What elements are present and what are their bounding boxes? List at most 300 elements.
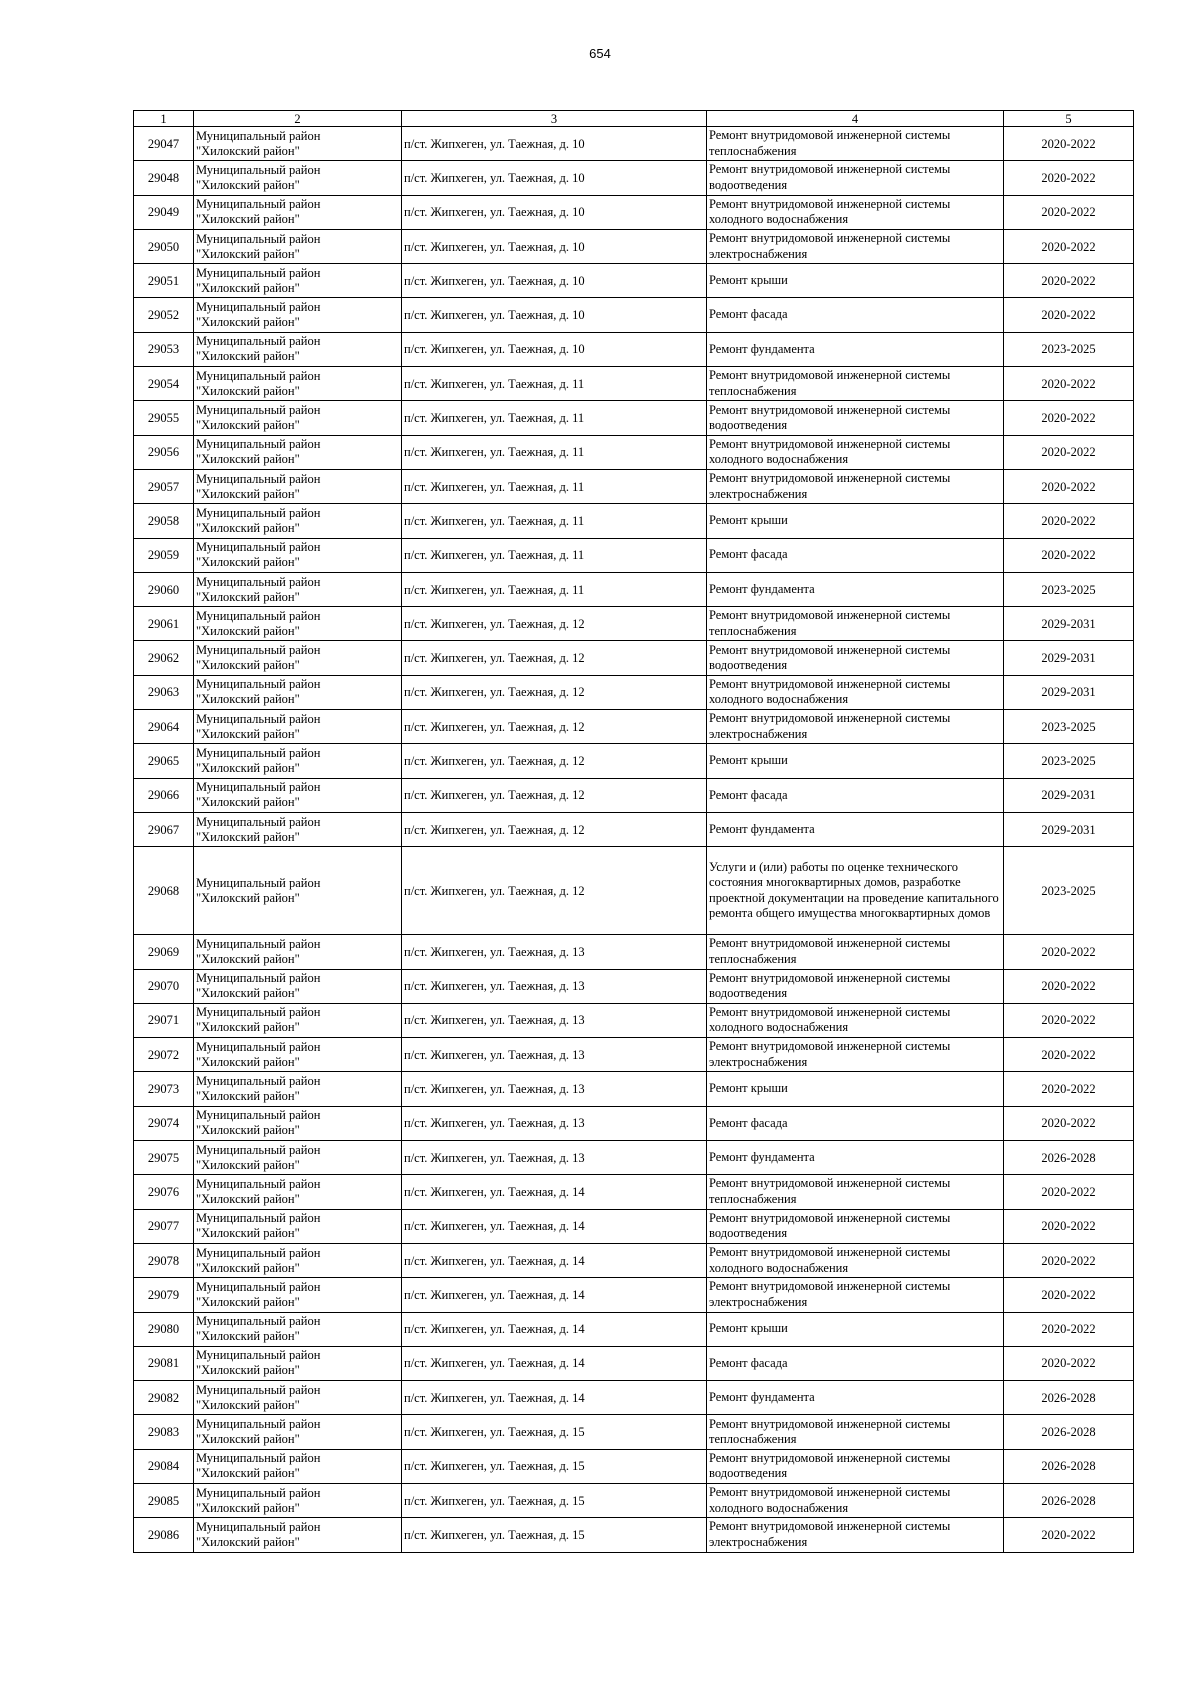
- district-line-1: Муниципальный район: [196, 300, 321, 315]
- district-cell: [194, 1483, 402, 1517]
- work-type-cell: Ремонт внутридомовой инженерной системы теплоснабжения: [707, 367, 1004, 401]
- district-cell: [194, 367, 402, 401]
- district-line-1: Муниципальный район: [196, 1417, 321, 1432]
- district-line-1: Муниципальный район: [196, 1382, 321, 1397]
- period-cell: 2023-2025: [1004, 572, 1134, 606]
- table-row: [134, 1483, 1134, 1517]
- row-number: 29083: [134, 1415, 194, 1449]
- work-type-cell: Ремонт внутридомовой инженерной системы электроснабжения: [707, 1518, 1004, 1552]
- work-type-cell: Ремонт крыши: [707, 264, 1004, 298]
- row-number: 29074: [134, 1106, 194, 1140]
- district-line-1: Муниципальный район: [196, 971, 321, 986]
- district-line-2: "Хилокский район": [196, 1432, 300, 1447]
- work-type-cell: Ремонт внутридомовой инженерной системы холодного водоснабжения: [707, 1003, 1004, 1037]
- table-row: [134, 264, 1134, 298]
- address-cell: п/ст. Жипхеген, ул. Таежная, д. 14: [402, 1278, 707, 1312]
- district-line-1: Муниципальный район: [196, 1451, 321, 1466]
- district-line-1: Муниципальный район: [196, 1485, 321, 1500]
- address-cell: п/ст. Жипхеген, ул. Таежная, д. 14: [402, 1346, 707, 1380]
- address-cell: п/ст. Жипхеген, ул. Таежная, д. 11: [402, 572, 707, 606]
- address-cell: п/ст. Жипхеген, ул. Таежная, д. 10: [402, 161, 707, 195]
- work-type-cell: Ремонт внутридомовой инженерной системы электроснабжения: [707, 710, 1004, 744]
- district-cell: [194, 332, 402, 366]
- district-line-2: "Хилокский район": [196, 1363, 300, 1378]
- address-cell: п/ст. Жипхеген, ул. Таежная, д. 12: [402, 607, 707, 641]
- table-row: [134, 1381, 1134, 1415]
- work-type-cell: Ремонт крыши: [707, 504, 1004, 538]
- district-line-1: Муниципальный район: [196, 1039, 321, 1054]
- work-type-cell: Ремонт внутридомовой инженерной системы водоотведения: [707, 401, 1004, 435]
- table-row: [134, 847, 1134, 935]
- period-cell: 2020-2022: [1004, 161, 1134, 195]
- district-cell: [194, 710, 402, 744]
- period-cell: 2020-2022: [1004, 195, 1134, 229]
- address-cell: п/ст. Жипхеген, ул. Таежная, д. 14: [402, 1209, 707, 1243]
- district-line-1: Муниципальный район: [196, 1108, 321, 1123]
- row-number: 29049: [134, 195, 194, 229]
- work-type-cell: Ремонт фундамента: [707, 1381, 1004, 1415]
- row-number: 29062: [134, 641, 194, 675]
- district-cell: [194, 1346, 402, 1380]
- table-row: [134, 812, 1134, 846]
- work-type-cell: Ремонт фундамента: [707, 1141, 1004, 1175]
- column-number-row: [134, 111, 1134, 127]
- row-number: 29053: [134, 332, 194, 366]
- district-line-1: Муниципальный район: [196, 1279, 321, 1294]
- table-row: [134, 1415, 1134, 1449]
- district-line-2: "Хилокский район": [196, 760, 300, 775]
- column-header-2: 2: [194, 111, 402, 127]
- work-type-cell: Услуги и (или) работы по оценке технического состояния многоквартирных домов, разработке проектной документации на проведение капитального ремонта общего имущества многоквартирных домов: [707, 847, 1004, 935]
- district-cell: [194, 1072, 402, 1106]
- address-cell: п/ст. Жипхеген, ул. Таежная, д. 15: [402, 1415, 707, 1449]
- district-line-2: "Хилокский район": [196, 212, 300, 227]
- address-cell: п/ст. Жипхеген, ул. Таежная, д. 12: [402, 778, 707, 812]
- address-cell: п/ст. Жипхеген, ул. Таежная, д. 12: [402, 812, 707, 846]
- work-type-cell: Ремонт внутридомовой инженерной системы холодного водоснабжения: [707, 435, 1004, 469]
- district-line-1: Муниципальный район: [196, 1005, 321, 1020]
- work-type-cell: Ремонт крыши: [707, 1312, 1004, 1346]
- period-cell: 2026-2028: [1004, 1141, 1134, 1175]
- district-cell: [194, 161, 402, 195]
- district-line-1: Муниципальный район: [196, 128, 321, 143]
- district-line-2: "Хилокский район": [196, 692, 300, 707]
- district-cell: [194, 1415, 402, 1449]
- table-row: [134, 607, 1134, 641]
- period-cell: 2020-2022: [1004, 264, 1134, 298]
- table-row: [134, 1312, 1134, 1346]
- period-cell: 2020-2022: [1004, 1175, 1134, 1209]
- row-number: 29067: [134, 812, 194, 846]
- row-number: 29065: [134, 744, 194, 778]
- work-type-cell: Ремонт внутридомовой инженерной системы холодного водоснабжения: [707, 1243, 1004, 1277]
- address-cell: п/ст. Жипхеген, ул. Таежная, д. 12: [402, 847, 707, 935]
- table-row: [134, 1141, 1134, 1175]
- table-row: [134, 744, 1134, 778]
- district-line-1: Муниципальный район: [196, 505, 321, 520]
- work-type-cell: Ремонт внутридомовой инженерной системы водоотведения: [707, 161, 1004, 195]
- period-cell: 2020-2022: [1004, 1072, 1134, 1106]
- district-line-1: Муниципальный район: [196, 936, 321, 951]
- district-cell: [194, 1312, 402, 1346]
- capital-repair-table: [133, 110, 1134, 1553]
- district-line-2: "Хилокский район": [196, 1397, 300, 1412]
- district-line-1: Муниципальный район: [196, 608, 321, 623]
- period-cell: 2029-2031: [1004, 812, 1134, 846]
- address-cell: п/ст. Жипхеген, ул. Таежная, д. 10: [402, 195, 707, 229]
- row-number: 29061: [134, 607, 194, 641]
- address-cell: п/ст. Жипхеген, ул. Таежная, д. 12: [402, 675, 707, 709]
- district-cell: [194, 1381, 402, 1415]
- address-cell: п/ст. Жипхеген, ул. Таежная, д. 15: [402, 1449, 707, 1483]
- row-number: 29069: [134, 935, 194, 969]
- address-cell: п/ст. Жипхеген, ул. Таежная, д. 11: [402, 504, 707, 538]
- table-row: [134, 195, 1134, 229]
- table-row: [134, 969, 1134, 1003]
- district-cell: [194, 1243, 402, 1277]
- period-cell: 2029-2031: [1004, 778, 1134, 812]
- district-cell: [194, 504, 402, 538]
- row-number: 29070: [134, 969, 194, 1003]
- work-type-cell: Ремонт фасада: [707, 298, 1004, 332]
- period-cell: 2023-2025: [1004, 332, 1134, 366]
- row-number: 29079: [134, 1278, 194, 1312]
- table-row: [134, 229, 1134, 263]
- table-row: [134, 1072, 1134, 1106]
- table-row: [134, 1278, 1134, 1312]
- row-number: 29060: [134, 572, 194, 606]
- period-cell: 2020-2022: [1004, 1346, 1134, 1380]
- work-type-cell: Ремонт внутридомовой инженерной системы водоотведения: [707, 1209, 1004, 1243]
- district-cell: [194, 1449, 402, 1483]
- work-type-cell: Ремонт внутридомовой инженерной системы электроснабжения: [707, 1278, 1004, 1312]
- table-row: [134, 469, 1134, 503]
- district-cell: [194, 538, 402, 572]
- period-cell: 2020-2022: [1004, 538, 1134, 572]
- period-cell: 2020-2022: [1004, 1312, 1134, 1346]
- district-line-1: Муниципальный район: [196, 745, 321, 760]
- district-line-2: "Хилокский район": [196, 280, 300, 295]
- column-header-5: 5: [1004, 111, 1134, 127]
- district-line-2: "Хилокский район": [196, 383, 300, 398]
- row-number: 29085: [134, 1483, 194, 1517]
- table-row: [134, 1518, 1134, 1552]
- address-cell: п/ст. Жипхеген, ул. Таежная, д. 11: [402, 401, 707, 435]
- table-row: [134, 1209, 1134, 1243]
- address-cell: п/ст. Жипхеген, ул. Таежная, д. 10: [402, 298, 707, 332]
- district-line-1: Муниципальный район: [196, 1074, 321, 1089]
- row-number: 29081: [134, 1346, 194, 1380]
- address-cell: п/ст. Жипхеген, ул. Таежная, д. 14: [402, 1312, 707, 1346]
- district-line-2: "Хилокский район": [196, 726, 300, 741]
- table-body: [134, 111, 1134, 1553]
- period-cell: 2026-2028: [1004, 1483, 1134, 1517]
- row-number: 29084: [134, 1449, 194, 1483]
- work-type-cell: Ремонт фасада: [707, 538, 1004, 572]
- work-type-cell: Ремонт крыши: [707, 744, 1004, 778]
- row-number: 29063: [134, 675, 194, 709]
- address-cell: п/ст. Жипхеген, ул. Таежная, д. 11: [402, 435, 707, 469]
- district-cell: [194, 1141, 402, 1175]
- district-cell: [194, 1518, 402, 1552]
- district-line-1: Муниципальный район: [196, 334, 321, 349]
- address-cell: п/ст. Жипхеген, ул. Таежная, д. 12: [402, 710, 707, 744]
- address-cell: п/ст. Жипхеген, ул. Таежная, д. 13: [402, 935, 707, 969]
- row-number: 29080: [134, 1312, 194, 1346]
- period-cell: 2029-2031: [1004, 675, 1134, 709]
- district-line-1: Муниципальный район: [196, 574, 321, 589]
- row-number: 29075: [134, 1141, 194, 1175]
- period-cell: 2020-2022: [1004, 1003, 1134, 1037]
- district-line-1: Муниципальный район: [196, 1211, 321, 1226]
- address-cell: п/ст. Жипхеген, ул. Таежная, д. 15: [402, 1518, 707, 1552]
- district-line-2: "Хилокский район": [196, 1329, 300, 1344]
- work-type-cell: Ремонт фундамента: [707, 332, 1004, 366]
- district-line-2: "Хилокский район": [196, 1157, 300, 1172]
- work-type-cell: Ремонт внутридомовой инженерной системы холодного водоснабжения: [707, 195, 1004, 229]
- district-cell: [194, 778, 402, 812]
- district-cell: [194, 401, 402, 435]
- district-cell: [194, 435, 402, 469]
- row-number: 29076: [134, 1175, 194, 1209]
- address-cell: п/ст. Жипхеген, ул. Таежная, д. 10: [402, 127, 707, 161]
- district-line-1: Муниципальный район: [196, 1176, 321, 1191]
- table-row: [134, 161, 1134, 195]
- district-line-2: "Хилокский район": [196, 658, 300, 673]
- district-line-1: Муниципальный район: [196, 1348, 321, 1363]
- district-line-1: Муниципальный район: [196, 368, 321, 383]
- district-line-2: "Хилокский район": [196, 589, 300, 604]
- district-line-2: "Хилокский район": [196, 1260, 300, 1275]
- period-cell: 2020-2022: [1004, 969, 1134, 1003]
- period-cell: 2020-2022: [1004, 435, 1134, 469]
- district-line-1: Муниципальный район: [196, 814, 321, 829]
- district-cell: [194, 607, 402, 641]
- table-row: [134, 1175, 1134, 1209]
- district-cell: [194, 1175, 402, 1209]
- district-cell: [194, 1038, 402, 1072]
- address-cell: п/ст. Жипхеген, ул. Таежная, д. 10: [402, 229, 707, 263]
- period-cell: 2026-2028: [1004, 1415, 1134, 1449]
- work-type-cell: Ремонт внутридомовой инженерной системы водоотведения: [707, 969, 1004, 1003]
- district-line-2: "Хилокский район": [196, 1191, 300, 1206]
- district-cell: [194, 744, 402, 778]
- address-cell: п/ст. Жипхеген, ул. Таежная, д. 10: [402, 264, 707, 298]
- work-type-cell: Ремонт крыши: [707, 1072, 1004, 1106]
- column-header-4: 4: [707, 111, 1004, 127]
- address-cell: п/ст. Жипхеген, ул. Таежная, д. 13: [402, 1106, 707, 1140]
- table-row: [134, 401, 1134, 435]
- table-row: [134, 1003, 1134, 1037]
- table-row: [134, 435, 1134, 469]
- address-cell: п/ст. Жипхеген, ул. Таежная, д. 13: [402, 1141, 707, 1175]
- district-line-2: "Хилокский район": [196, 1500, 300, 1515]
- district-line-2: "Хилокский район": [196, 143, 300, 158]
- table-row: [134, 1449, 1134, 1483]
- table-row: [134, 1346, 1134, 1380]
- district-cell: [194, 812, 402, 846]
- district-line-2: "Хилокский район": [196, 177, 300, 192]
- row-number: 29086: [134, 1518, 194, 1552]
- work-type-cell: Ремонт внутридомовой инженерной системы водоотведения: [707, 1449, 1004, 1483]
- district-line-2: "Хилокский район": [196, 452, 300, 467]
- district-line-1: Муниципальный район: [196, 231, 321, 246]
- row-number: 29055: [134, 401, 194, 435]
- district-line-1: Муниципальный район: [196, 162, 321, 177]
- table-row: [134, 1106, 1134, 1140]
- period-cell: 2020-2022: [1004, 1106, 1134, 1140]
- district-line-1: Муниципальный район: [196, 1314, 321, 1329]
- row-number: 29051: [134, 264, 194, 298]
- district-cell: [194, 935, 402, 969]
- table-row: [134, 298, 1134, 332]
- row-number: 29077: [134, 1209, 194, 1243]
- work-type-cell: Ремонт внутридомовой инженерной системы электроснабжения: [707, 229, 1004, 263]
- address-cell: п/ст. Жипхеген, ул. Таежная, д. 13: [402, 1003, 707, 1037]
- district-line-2: "Хилокский район": [196, 890, 300, 905]
- district-line-1: Муниципальный район: [196, 677, 321, 692]
- period-cell: 2026-2028: [1004, 1381, 1134, 1415]
- district-cell: [194, 195, 402, 229]
- district-cell: [194, 572, 402, 606]
- district-cell: [194, 298, 402, 332]
- table-row: [134, 1038, 1134, 1072]
- work-type-cell: Ремонт внутридомовой инженерной системы теплоснабжения: [707, 935, 1004, 969]
- period-cell: 2020-2022: [1004, 127, 1134, 161]
- row-number: 29068: [134, 847, 194, 935]
- district-line-1: Муниципальный район: [196, 197, 321, 212]
- district-line-2: "Хилокский район": [196, 986, 300, 1001]
- table-row: [134, 778, 1134, 812]
- district-cell: [194, 1003, 402, 1037]
- row-number: 29082: [134, 1381, 194, 1415]
- work-type-cell: Ремонт внутридомовой инженерной системы холодного водоснабжения: [707, 1483, 1004, 1517]
- district-line-2: "Хилокский район": [196, 1020, 300, 1035]
- work-type-cell: Ремонт внутридомовой инженерной системы электроснабжения: [707, 469, 1004, 503]
- district-line-2: "Хилокский район": [196, 1226, 300, 1241]
- row-number: 29047: [134, 127, 194, 161]
- row-number: 29071: [134, 1003, 194, 1037]
- work-type-cell: Ремонт внутридомовой инженерной системы теплоснабжения: [707, 127, 1004, 161]
- column-header-1: 1: [134, 111, 194, 127]
- work-type-cell: Ремонт внутридомовой инженерной системы электроснабжения: [707, 1038, 1004, 1072]
- district-line-2: "Хилокский район": [196, 520, 300, 535]
- work-type-cell: Ремонт внутридомовой инженерной системы теплоснабжения: [707, 607, 1004, 641]
- period-cell: 2020-2022: [1004, 1038, 1134, 1072]
- district-line-2: "Хилокский район": [196, 1123, 300, 1138]
- row-number: 29059: [134, 538, 194, 572]
- work-type-cell: Ремонт внутридомовой инженерной системы водоотведения: [707, 641, 1004, 675]
- table-row: [134, 935, 1134, 969]
- row-number: 29057: [134, 469, 194, 503]
- district-line-2: "Хилокский район": [196, 1466, 300, 1481]
- district-line-1: Муниципальный район: [196, 437, 321, 452]
- row-number: 29073: [134, 1072, 194, 1106]
- district-cell: [194, 969, 402, 1003]
- district-cell: [194, 469, 402, 503]
- district-cell: [194, 127, 402, 161]
- work-type-cell: Ремонт фундамента: [707, 812, 1004, 846]
- address-cell: п/ст. Жипхеген, ул. Таежная, д. 14: [402, 1243, 707, 1277]
- table-row: [134, 127, 1134, 161]
- period-cell: 2020-2022: [1004, 469, 1134, 503]
- district-cell: [194, 264, 402, 298]
- district-cell: [194, 1278, 402, 1312]
- period-cell: 2026-2028: [1004, 1449, 1134, 1483]
- table-row: [134, 504, 1134, 538]
- address-cell: п/ст. Жипхеген, ул. Таежная, д. 15: [402, 1483, 707, 1517]
- district-line-1: Муниципальный район: [196, 540, 321, 555]
- district-line-1: Муниципальный район: [196, 711, 321, 726]
- row-number: 29052: [134, 298, 194, 332]
- district-cell: [194, 847, 402, 935]
- table-row: [134, 572, 1134, 606]
- district-line-2: "Хилокский район": [196, 623, 300, 638]
- row-number: 29050: [134, 229, 194, 263]
- district-cell: [194, 675, 402, 709]
- address-cell: п/ст. Жипхеген, ул. Таежная, д. 13: [402, 1038, 707, 1072]
- work-type-cell: Ремонт фундамента: [707, 572, 1004, 606]
- district-line-2: "Хилокский район": [196, 951, 300, 966]
- period-cell: 2020-2022: [1004, 298, 1134, 332]
- work-type-cell: Ремонт фасада: [707, 778, 1004, 812]
- period-cell: 2029-2031: [1004, 607, 1134, 641]
- address-cell: п/ст. Жипхеген, ул. Таежная, д. 12: [402, 744, 707, 778]
- district-line-2: "Хилокский район": [196, 246, 300, 261]
- address-cell: п/ст. Жипхеген, ул. Таежная, д. 13: [402, 1072, 707, 1106]
- district-line-2: "Хилокский район": [196, 829, 300, 844]
- row-number: 29078: [134, 1243, 194, 1277]
- district-cell: [194, 1106, 402, 1140]
- period-cell: 2020-2022: [1004, 1278, 1134, 1312]
- work-type-cell: Ремонт внутридомовой инженерной системы теплоснабжения: [707, 1415, 1004, 1449]
- work-type-cell: Ремонт внутридомовой инженерной системы холодного водоснабжения: [707, 675, 1004, 709]
- address-cell: п/ст. Жипхеген, ул. Таежная, д. 10: [402, 332, 707, 366]
- district-line-1: Муниципальный район: [196, 643, 321, 658]
- district-line-2: "Хилокский район": [196, 1054, 300, 1069]
- address-cell: п/ст. Жипхеген, ул. Таежная, д. 12: [402, 641, 707, 675]
- district-line-2: "Хилокский район": [196, 1294, 300, 1309]
- period-cell: 2020-2022: [1004, 367, 1134, 401]
- period-cell: 2023-2025: [1004, 710, 1134, 744]
- period-cell: 2020-2022: [1004, 1243, 1134, 1277]
- district-cell: [194, 1209, 402, 1243]
- district-line-2: "Хилокский район": [196, 795, 300, 810]
- period-cell: 2023-2025: [1004, 744, 1134, 778]
- district-line-2: "Хилокский район": [196, 486, 300, 501]
- work-type-cell: Ремонт фасада: [707, 1106, 1004, 1140]
- address-cell: п/ст. Жипхеген, ул. Таежная, д. 11: [402, 367, 707, 401]
- period-cell: 2020-2022: [1004, 935, 1134, 969]
- table-row: [134, 675, 1134, 709]
- table-row: [134, 710, 1134, 744]
- table-row: [134, 367, 1134, 401]
- period-cell: 2020-2022: [1004, 229, 1134, 263]
- period-cell: 2020-2022: [1004, 1518, 1134, 1552]
- row-number: 29058: [134, 504, 194, 538]
- district-line-1: Муниципальный район: [196, 780, 321, 795]
- row-number: 29056: [134, 435, 194, 469]
- district-line-2: "Хилокский район": [196, 418, 300, 433]
- district-cell: [194, 641, 402, 675]
- row-number: 29054: [134, 367, 194, 401]
- district-line-1: Муниципальный район: [196, 875, 321, 890]
- row-number: 29072: [134, 1038, 194, 1072]
- district-line-2: "Хилокский район": [196, 315, 300, 330]
- period-cell: 2020-2022: [1004, 504, 1134, 538]
- district-line-2: "Хилокский район": [196, 1534, 300, 1549]
- district-line-1: Муниципальный район: [196, 471, 321, 486]
